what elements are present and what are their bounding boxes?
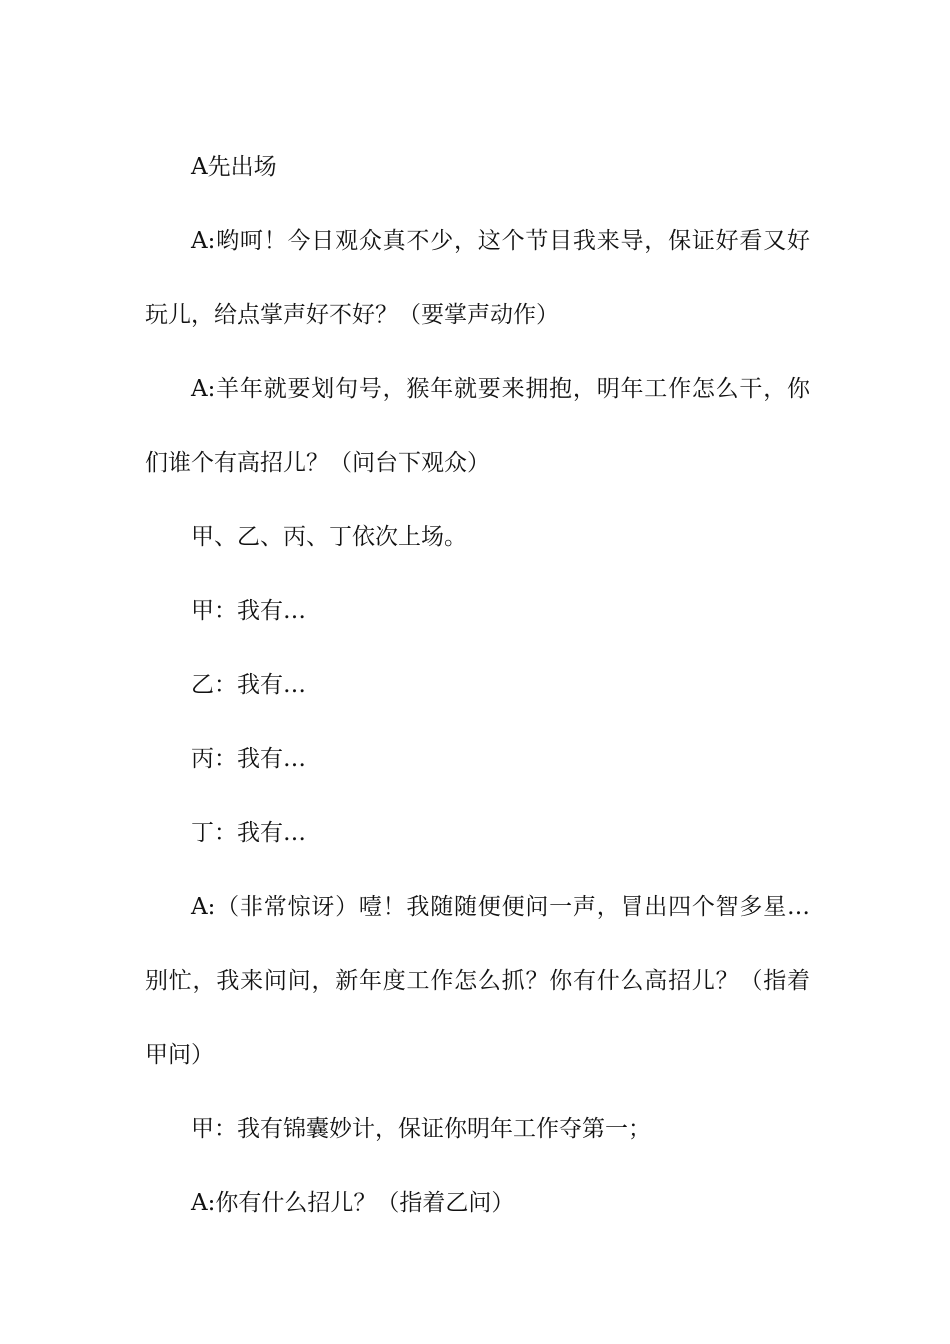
paragraph-jia-line: 甲：我有… bbox=[191, 598, 306, 624]
paragraph-jia-answer: 甲：我有锦囊妙计，保证你明年工作夺第一； bbox=[191, 1116, 651, 1142]
script-body bbox=[145, 130, 810, 1240]
paragraph-yi-line: 乙：我有… bbox=[191, 672, 306, 698]
paragraph-ding-line: 丁：我有… bbox=[191, 820, 306, 846]
paragraph-a-asks-yi: A:你有什么招儿？（指着乙问） bbox=[191, 1190, 515, 1216]
paragraph-a-greeting: A:哟呵！今日观众真不少，这个节目我来导，保证好看又好玩儿，给点掌声好不好？（要掌声动作） bbox=[145, 228, 810, 328]
paragraph-bing-line: 丙：我有… bbox=[191, 746, 306, 772]
paragraph-a-surprised: A:（非常惊讶）噎！我随随便便问一声，冒出四个智多星…别忙，我来问问，新年度工作怎么抓？你有什么高招儿？（指着甲问） bbox=[145, 894, 810, 1068]
paragraph-entrance-direction: 甲、乙、丙、丁依次上场。 bbox=[191, 524, 467, 550]
paragraph-a-question: A:羊年就要划句号，猴年就要来拥抱，明年工作怎么干，你们谁个有高招儿？（问台下观众） bbox=[145, 376, 810, 476]
paragraph-stage-direction: A先出场 bbox=[191, 154, 277, 180]
